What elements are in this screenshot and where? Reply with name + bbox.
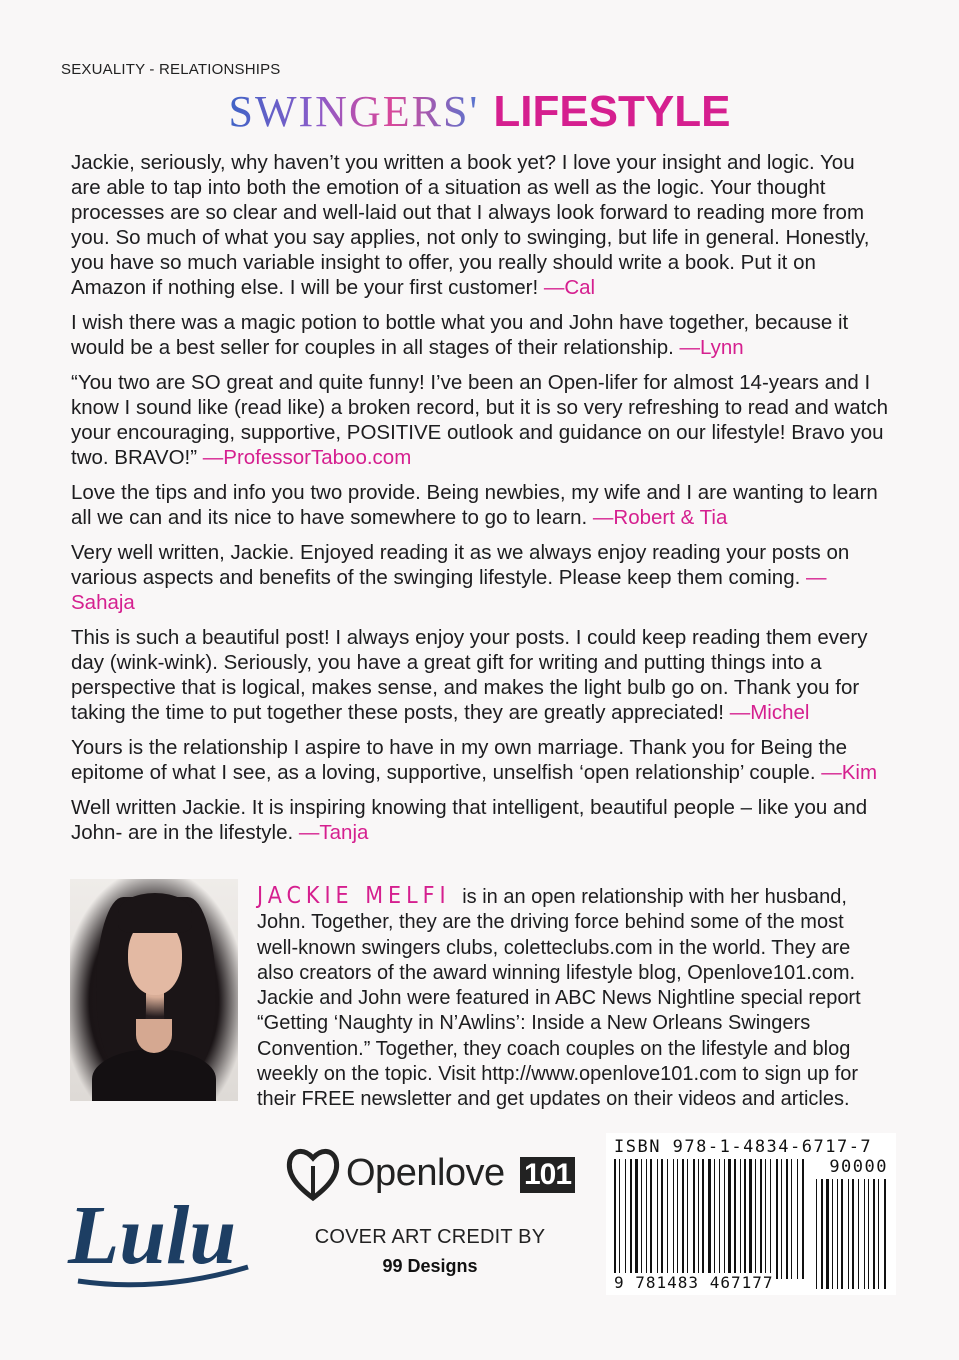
review-text: “You two are SO great and quite funny! I’ve been an Open-lifer for almost 14-years and I know I sound like (read like) a broken record, but it is so very refreshing to read and watch your encouraging, supportive, POSITIVE outlook and guidance on our lifestyle! Bravo you two. BRAVO!” (71, 371, 888, 469)
lulu-logo-wordmark: Lulu (68, 1189, 237, 1282)
isbn-barcode (606, 1133, 896, 1295)
author-bio (257, 884, 889, 1113)
review-author: —Lynn (679, 336, 744, 359)
review-text: Love the tips and info you two provide. Being newbies, my wife and I are wanting to learn all we can and its nice to have somewhere to go to learn. (71, 481, 878, 529)
heart-icon (284, 1144, 342, 1204)
review-item (71, 370, 889, 470)
lulu-logo (60, 1163, 260, 1293)
review-item (71, 735, 889, 785)
book-title (0, 86, 959, 137)
author-photo (70, 879, 238, 1101)
title-part-swingers: SWINGERS' (228, 87, 480, 136)
review-item (71, 310, 889, 360)
review-author: —Tanja (298, 821, 369, 844)
review-item (71, 540, 889, 615)
category-label: SEXUALITY - RELATIONSHIPS (61, 61, 281, 78)
review-item (71, 480, 889, 530)
openlove-wordmark: Openlove (346, 1152, 505, 1194)
review-author: —ProfessorTaboo.com (202, 446, 412, 469)
review-author: —Cal (543, 276, 596, 299)
review-item (71, 625, 889, 725)
openlove-badge: 101 (520, 1157, 575, 1193)
price-addon: 90000 (829, 1157, 888, 1177)
review-item (71, 150, 889, 300)
review-text: Yours is the relationship I aspire to have in my own marriage. Thank you for Being the epitome of what I see, as a loving, supportive, unselfish ‘open relationship’ couple. (71, 736, 848, 784)
review-text: Well written Jackie. It is inspiring knowing that intelligent, beautiful people – like you and John- are in the lifestyle. (71, 796, 868, 844)
openlove101-logo (284, 1144, 579, 1204)
isbn-number: ISBN 978-1-4834-6717-7 (614, 1137, 873, 1157)
title-part-lifestyle: LIFESTYLE (493, 87, 731, 136)
cover-art-credit-name: 99 Designs (382, 1256, 478, 1276)
review-item (71, 795, 889, 845)
barcode-digits: 9 781483 467177 (614, 1273, 774, 1292)
review-author: —Robert & Tia (592, 506, 728, 529)
review-author: —Kim (821, 761, 878, 784)
review-text: I wish there was a magic potion to bottle what you and John have together, because it would be a best seller for couples in all stages of their relationship. (71, 311, 849, 359)
author-bio-text: is in an open relationship with her husband, John. Together, they are the driving force behind some of the most well-known swingers clubs, coletteclubs.com in the world. They are also creators of the award winning lifestyle blog, Openlove101.com. Jackie and John were featured in ABC News Nightline special report “Getting ‘Naughty in N’Awlins’: Inside a New Orleans Swingers Convention.” Together, they coach couples on the lifestyle and blog weekly on the topic. Visit http://www.openlove101.com to sign up for their FREE newsletter and get updates on their videos and articles. (257, 886, 861, 1111)
review-text: Jackie, seriously, why haven’t you written a book yet? I love your insight and logic. You are able to tap into both the emotion of a situation as well as the logic. Your thought processes are so clear and well-laid out that I always look forward to reading more from you. So much of what you say applies, not only to swinging, but life in general. Honestly, you have so much variable insight to offer, you really should write a book. Put it on Amazon if nothing else. I will be your first customer! (71, 151, 870, 299)
reviews-list (71, 150, 889, 855)
review-author: —Michel (729, 701, 810, 724)
author-name: JACKIE MELFI (257, 883, 451, 909)
cover-art-credit-label: COVER ART CREDIT BY (314, 1226, 546, 1248)
review-text: Very well written, Jackie. Enjoyed reading it as we always enjoy reading your posts on various aspects and benefits of the swinging lifestyle. Please keep them coming. (71, 541, 850, 589)
review-text: This is such a beautiful post! I always enjoy your posts. I could keep reading them every day (wink-wink). Seriously, you have a great gift for writing and putting things into a perspective that is logical, makes sense, and makes the light bulb go on. Thank you for taking the time to put together these posts, they are greatly appreciated! (71, 626, 868, 724)
review-author: —Sahaja (71, 566, 827, 614)
